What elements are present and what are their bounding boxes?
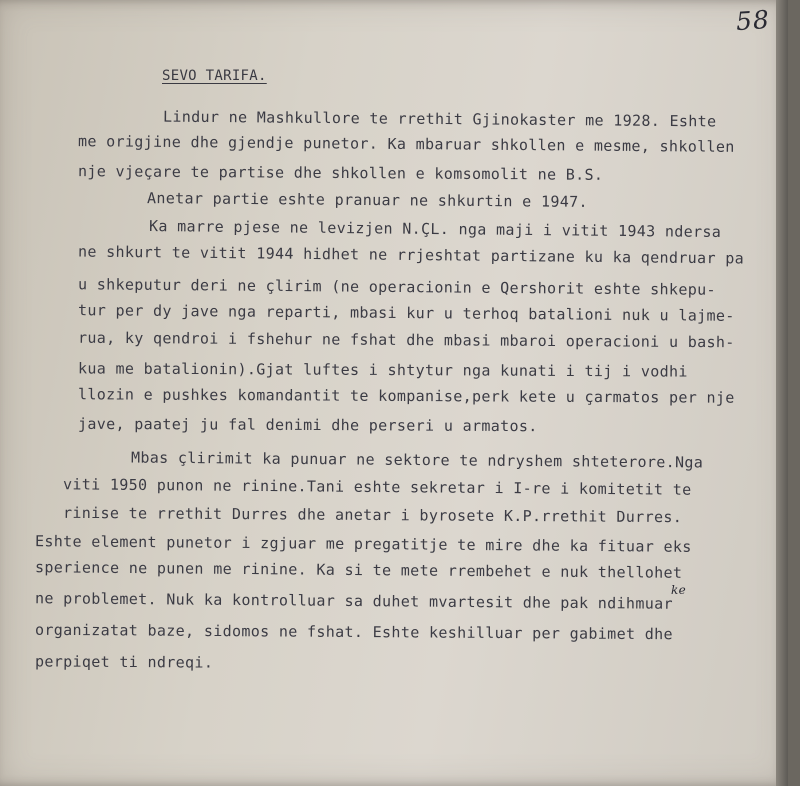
text-line: tur per dy jave nga reparti, mbasi kur u terhoq batalioni nuk u lajme- <box>77 301 735 325</box>
text-line: kua me batalionin).Gjat luftes i shtytur nga kunati i tij i vodhi <box>77 359 688 381</box>
text-line: ne shkurt te vitit 1944 hidhet ne rrjeshtat partizane ku ka qendruar pa <box>77 242 745 268</box>
text-line: llozin e pushkes komandantit te kompanise,perk kete u çarmatos per nje <box>77 385 735 407</box>
text-line: me origjine dhe gjendje punetor. Ka mbaruar shkollen e mesme, shkollen <box>77 132 735 156</box>
text-line: jave, paatej ju fal denimi dhe perseri u armatos. <box>77 414 538 436</box>
text-line: rinise te rrethit Durres dhe anetar i byrosete K.P.rrethit Durres. <box>62 503 683 527</box>
text-line: ne problemet. Nuk ka kontrolluar sa duhet mvartesit dhe pak ndihmuar <box>34 589 673 613</box>
text-line: u shkeputur deri ne çlirim (ne operacionin e Qershorit eshte shkepu- <box>77 275 716 299</box>
text-line: viti 1950 punon ne rinine.Tani eshte sekretar i I-re i komitetit te <box>62 475 692 499</box>
text-line: Ka marre pjese ne levizjen N.ÇL. nga maji i vitit 1943 ndersa <box>148 217 722 241</box>
text-line: organizatat baze, sidomos ne fshat. Eshte keshilluar per gabimet dhe <box>34 620 673 644</box>
text-line: rua, ky qendroi i fshehur ne fshat dhe mbasi mbaroi operacioni u bash- <box>77 328 735 352</box>
text-line: Mbas çlirimit ka punuar ne sektore te ndryshem shteterore.Nga <box>130 448 704 472</box>
text-line: nje vjeçare te partise dhe shkollen e komsomolit ne B.S. <box>77 162 604 184</box>
text-line: Eshte element punetor i zgjuar me pregatitje te mire dhe ka fituar eks <box>34 532 692 556</box>
text-line: Lindur ne Mashkullore te rrethit Gjinokaster me 1928. Eshte <box>162 107 717 131</box>
text-line: Anetar partie eshte pranuar ne shkurtin e 1947. <box>146 189 588 211</box>
document-title: SEVO TARIFA. <box>162 68 267 84</box>
page-number: 58 <box>735 4 771 37</box>
text-line: sperience ne punen me rinine. Ka si te mete rrembehet e nuk thellohet <box>34 558 683 582</box>
text-line: perpiqet ti ndreqi. <box>34 652 214 672</box>
handwritten-insertion: ke <box>671 583 687 597</box>
page-edge <box>776 0 788 786</box>
